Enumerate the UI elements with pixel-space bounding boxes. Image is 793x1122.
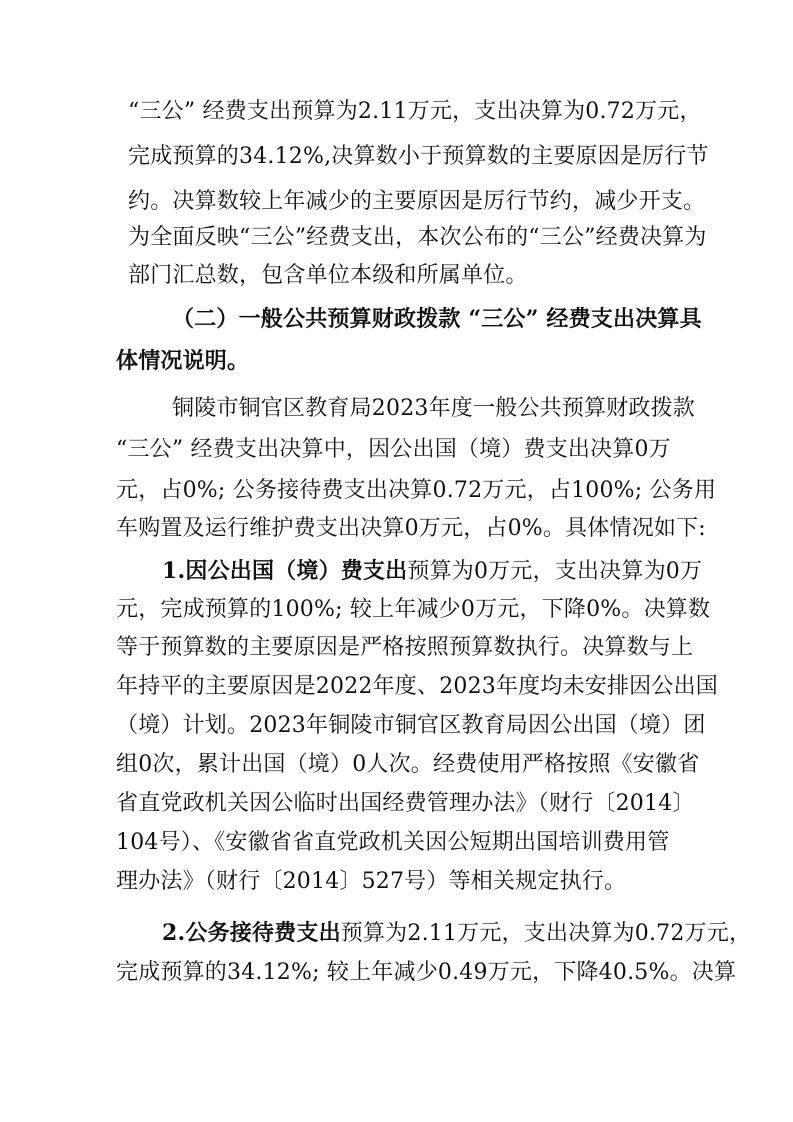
paragraph-line: 完成预算的34.12%,决算数小于预算数的主要原因是厉行节 [128,144,709,169]
paragraph-line: 铜陵市铜官区教育局2023年度一般公共预算财政拨款 [172,396,695,421]
paragraph-line: 为全面反映“三公”经费支出，本次公布的“三公”经费决算为 [128,225,707,250]
paragraph-line: 等于预算数的主要原因是严格按照预算数执行。决算数与上 [116,635,694,660]
paragraph-line: 部门汇总数，包含单位本级和所属单位。 [128,263,528,288]
paragraph-line: 元，占0%; 公务接待费支出决算0.72万元，占100%; 公务用 [116,478,717,503]
section-heading: 体情况说明。 [116,348,250,374]
paragraph-line: 车购置及运行维护费支出决算0万元，占0%。具体情况如下: [116,516,706,541]
item-2-text: 预算为2.11万元，支出决算为0.72万元， [340,921,752,946]
paragraph-line: 组0次，累计出国（境）0人次。经费使用严格按照《安徽省 [116,752,700,777]
paragraph-line: 年持平的主要原因是2022年度、2023年度均未安排因公出国 [116,674,718,699]
paragraph-line: “三公” 经费支出决算中，因公出国（境）费支出决算0万 [116,437,671,462]
item-1-text: 预算为0万元，支出决算为0万 [407,559,703,584]
paragraph-line: 省直党政机关因公临时出国经费管理办法》（财行〔2014〕 [116,791,695,816]
section-heading: （二）一般公共预算财政拨款 “三公” 经费支出决算具 [172,306,702,332]
paragraph-line: 约。决算数较上年减少的主要原因是厉行节约，减少开支。 [128,189,706,214]
paragraph-line: 元，完成预算的100%; 较上年减少0万元，下降0%。决算数 [116,597,711,622]
item-1-line [162,555,702,587]
item-1-heading: 1.因公出国（境）费支出 [162,558,408,584]
paragraph-line: 完成预算的34.12%; 较上年减少0.49万元，下降40.5%。决算 [116,960,737,985]
paragraph-line: 104号）、《安徽省省直党政机关因公短期出国培训费用管 [116,830,670,855]
item-2-line [162,917,751,949]
item-2-heading: 2.公务接待费支出 [162,920,341,946]
paragraph-line: 理办法》（财行〔2014〕527号）等相关规定执行。 [116,869,627,894]
paragraph-line: （境）计划。2023年铜陵市铜官区教育局因公出国（境）团 [116,713,706,738]
paragraph-line: “三公” 经费支出预算为2.11万元，支出决算为0.72万元， [128,99,702,124]
